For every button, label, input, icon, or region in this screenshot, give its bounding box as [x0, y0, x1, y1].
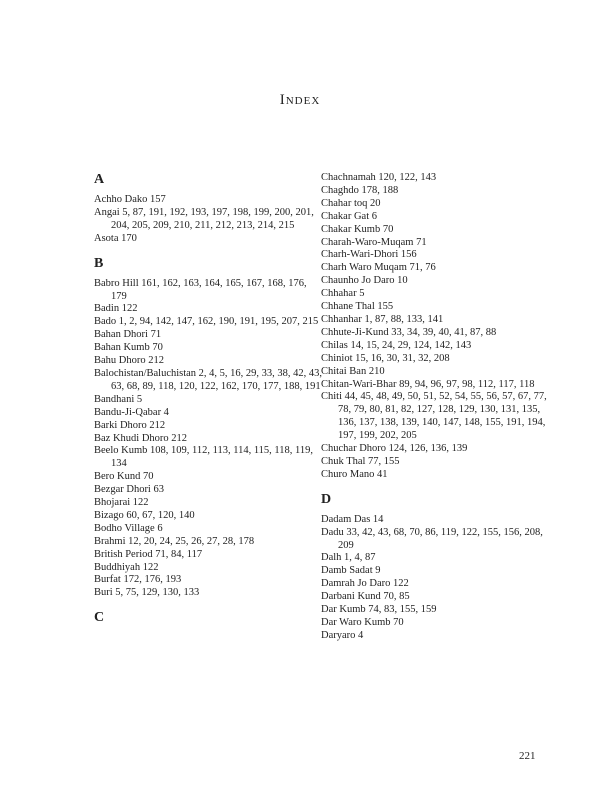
index-letter-heading: C: [94, 610, 105, 626]
index-entry: Badin 122: [94, 303, 138, 315]
index-entry: Charh-Wari-Dhori 156: [321, 249, 417, 261]
index-entry: Dadam Das 14: [321, 513, 384, 525]
index-entry: Chuk Thal 77, 155: [321, 455, 400, 467]
page-number: 221: [519, 750, 536, 762]
index-entry: Babro Hill 161, 162, 163, 164, 165, 167, 168, 176, 179: [94, 277, 307, 302]
index-entry: Charh Waro Muqam 71, 76: [321, 262, 436, 274]
index-column-right: [321, 172, 551, 643]
index-entry: Brahmi 12, 20, 24, 25, 26, 27, 28, 178: [94, 535, 255, 547]
index-entry: Dar Waro Kumb 70: [321, 617, 404, 628]
index-entry: Bhojarai 122: [94, 497, 149, 509]
index-entry: Chiniot 15, 16, 30, 31, 32, 208: [321, 352, 450, 364]
index-entry: Charah-Waro-Muqam 71: [321, 236, 427, 248]
index-entry: Achho Dako 157: [94, 194, 166, 205]
index-entry: Bizago 60, 67, 120, 140: [94, 509, 195, 521]
index-column-left: [94, 172, 324, 632]
index-entry: Chhanhar 1, 87, 88, 133, 141: [321, 313, 444, 325]
index-entry: Baz Khudi Dhoro 212: [94, 432, 188, 444]
index-entry: Bandu-Ji-Qabar 4: [94, 406, 169, 418]
index-entry: Chhahar 5: [321, 288, 365, 300]
index-entry: Burfat 172, 176, 193: [94, 574, 182, 586]
index-entry: Barki Dhoro 212: [94, 419, 166, 431]
index-entry: Buddhiyah 122: [94, 561, 159, 573]
index-entry: Angai 5, 87, 191, 192, 193, 197, 198, 199, 200, 201, 204, 205, 209, 210, 211, 212, 213, 214, 215: [94, 206, 314, 231]
index-entry: Bahan Kumb 70: [94, 342, 163, 354]
index-entry: Chiti 44, 45, 48, 49, 50, 51, 52, 54, 55, 56, 57, 67, 77, 78, 79, 80, 81, 82, 127, 128, 129, 130, 131, 135, 136, 137, 138, 139, 140, 147, 148, 155, 191, 194, 197, 199, 202, 205: [321, 391, 547, 442]
index-letter-heading: A: [94, 172, 105, 187]
index-entry: Chaghdo 178, 188: [321, 184, 399, 196]
index-entry: Chahar toq 20: [321, 197, 381, 209]
index-entry: Chhute-Ji-Kund 33, 34, 39, 40, 41, 87, 88: [321, 326, 497, 338]
index-entry: Chakar Kumb 70: [321, 223, 394, 235]
index-entry: Dar Kumb 74, 83, 155, 159: [321, 604, 437, 616]
index-letter-heading: D: [321, 491, 332, 507]
index-entry: Buri 5, 75, 129, 130, 133: [94, 587, 200, 599]
index-entry: Chuchar Dhoro 124, 126, 136, 139: [321, 443, 468, 455]
index-entry: Chilas 14, 15, 24, 29, 124, 142, 143: [321, 339, 472, 351]
index-letter-heading: B: [94, 255, 104, 271]
index-entry: Darbani Kund 70, 85: [321, 591, 410, 603]
index-entry: Bero Kund 70: [94, 471, 154, 483]
index-entry: Bado 1, 2, 94, 142, 147, 162, 190, 191, 195, 207, 215: [94, 316, 319, 328]
index-entry: Bahan Dhori 71: [94, 329, 162, 341]
index-entry: Chaunho Jo Daro 10: [321, 275, 408, 287]
index-entry: Dadu 33, 42, 43, 68, 70, 86, 119, 122, 155, 156, 208, 209: [321, 526, 543, 551]
index-entry: Churo Mano 41: [321, 468, 388, 480]
index-entry: Beelo Kumb 108, 109, 112, 113, 114, 115, 118, 119, 134: [94, 445, 314, 470]
index-entry: British Period 71, 84, 117: [94, 548, 203, 560]
index-entry: Damb Sadat 9: [321, 565, 381, 577]
index-entry: Dalh 1, 4, 87: [321, 552, 376, 564]
index-entry: Chachnamah 120, 122, 143: [321, 172, 437, 183]
index-entry: Bandhani 5: [94, 393, 143, 405]
index-entry: Chitai Ban 210: [321, 365, 385, 377]
index-entry: Damrah Jo Daro 122: [321, 578, 409, 590]
index-entry: Bodho Village 6: [94, 522, 163, 534]
index-entry: Asota 170: [94, 232, 137, 244]
index-entry: Daryaro 4: [321, 629, 364, 641]
index-entry: Chitan-Wari-Bhar 89, 94, 96, 97, 98, 112, 117, 118: [321, 378, 535, 390]
index-entry: Bezgar Dhori 63: [94, 484, 164, 496]
index-entry: Balochistan/Baluchistan 2, 4, 5, 16, 29, 33, 38, 42, 43, 63, 68, 89, 118, 120, 122, 162, 170, 177, 188, 191: [94, 367, 323, 392]
index-entry: Chakar Gat 6: [321, 210, 377, 222]
index-entry: Chhane Thal 155: [321, 301, 394, 313]
index-entry: Bahu Dhoro 212: [94, 355, 164, 367]
page-title: Index: [279, 92, 321, 108]
